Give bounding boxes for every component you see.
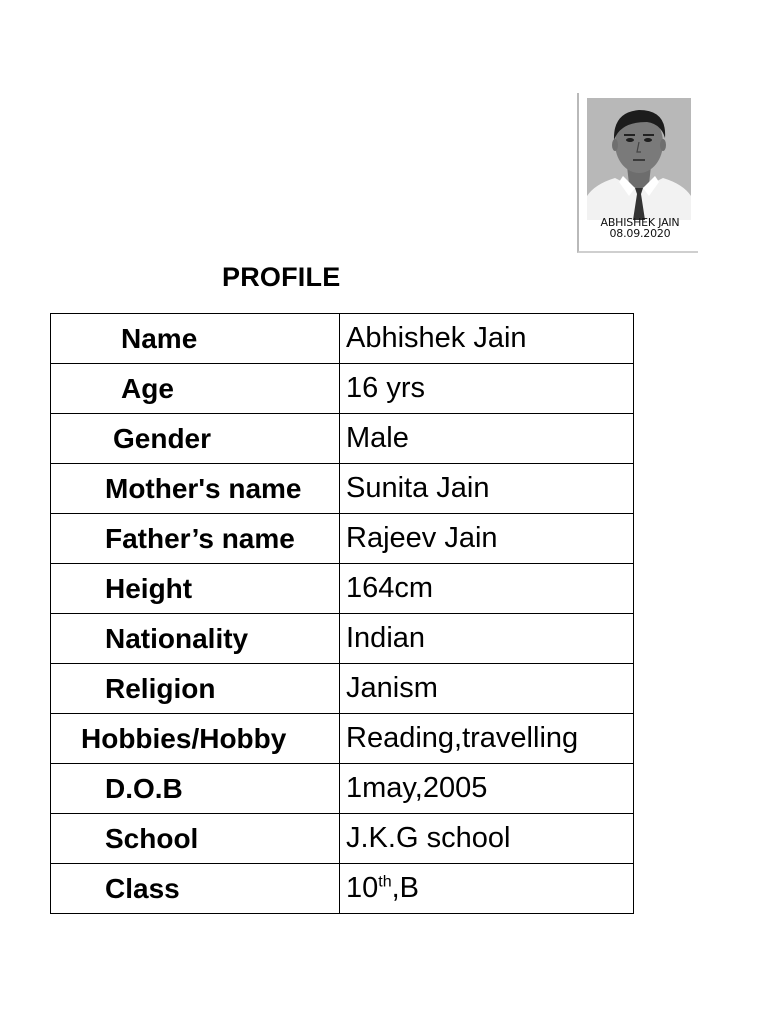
photo-caption-date: 08.09.2020 (609, 227, 671, 240)
label-text: Age (121, 372, 174, 404)
profile-table (50, 313, 634, 914)
row-label (51, 314, 340, 364)
row-value: J.K.G school (340, 814, 634, 864)
row-value: Janism (340, 664, 634, 714)
table-row (51, 564, 634, 614)
photo-caption (587, 217, 693, 239)
row-label (51, 864, 340, 914)
row-value: Abhishek Jain (340, 314, 634, 364)
photo-caption-name: ABHISHEK JAIN (600, 216, 680, 229)
label-text: Gender (113, 422, 212, 454)
table-row (51, 764, 634, 814)
table-row (51, 464, 634, 514)
row-label (51, 564, 340, 614)
row-value: Reading,travelling (340, 714, 634, 764)
label-text: D.O.B (105, 772, 183, 804)
label-text: Nationality (105, 622, 249, 654)
row-label (51, 414, 340, 464)
row-value (340, 864, 634, 914)
row-label (51, 814, 340, 864)
label-text: Name (121, 322, 198, 354)
class-number: 10 (346, 872, 379, 904)
row-label (51, 664, 340, 714)
table-row (51, 414, 634, 464)
label-text: Hobbies/Hobby (81, 722, 287, 754)
row-label (51, 714, 340, 764)
table-row (51, 664, 634, 714)
row-value: 164cm (340, 564, 634, 614)
row-value: Indian (340, 614, 634, 664)
label-text: Father’s name (105, 522, 295, 554)
table-row (51, 714, 634, 764)
table-row (51, 814, 634, 864)
table-row (51, 314, 634, 364)
row-value: 16 yrs (340, 364, 634, 414)
table-row (51, 614, 634, 664)
class-ordinal-suffix: th (378, 873, 392, 891)
row-label (51, 614, 340, 664)
class-section: ,B (391, 872, 420, 904)
label-text: Religion (105, 672, 216, 704)
passport-photo (577, 93, 698, 253)
label-text: School (105, 822, 199, 854)
row-value: Rajeev Jain (340, 514, 634, 564)
row-label (51, 464, 340, 514)
label-text: Height (105, 572, 193, 604)
table-row (51, 364, 634, 414)
row-label (51, 514, 340, 564)
table-row (51, 864, 634, 914)
row-label (51, 764, 340, 814)
label-text: Mother's name (105, 472, 302, 504)
label-text: Class (105, 872, 180, 904)
row-value: Male (340, 414, 634, 464)
row-value: Sunita Jain (340, 464, 634, 514)
row-label (51, 364, 340, 414)
page-title: PROFILE (222, 262, 341, 292)
table-row (51, 514, 634, 564)
row-value: 1may,2005 (340, 764, 634, 814)
